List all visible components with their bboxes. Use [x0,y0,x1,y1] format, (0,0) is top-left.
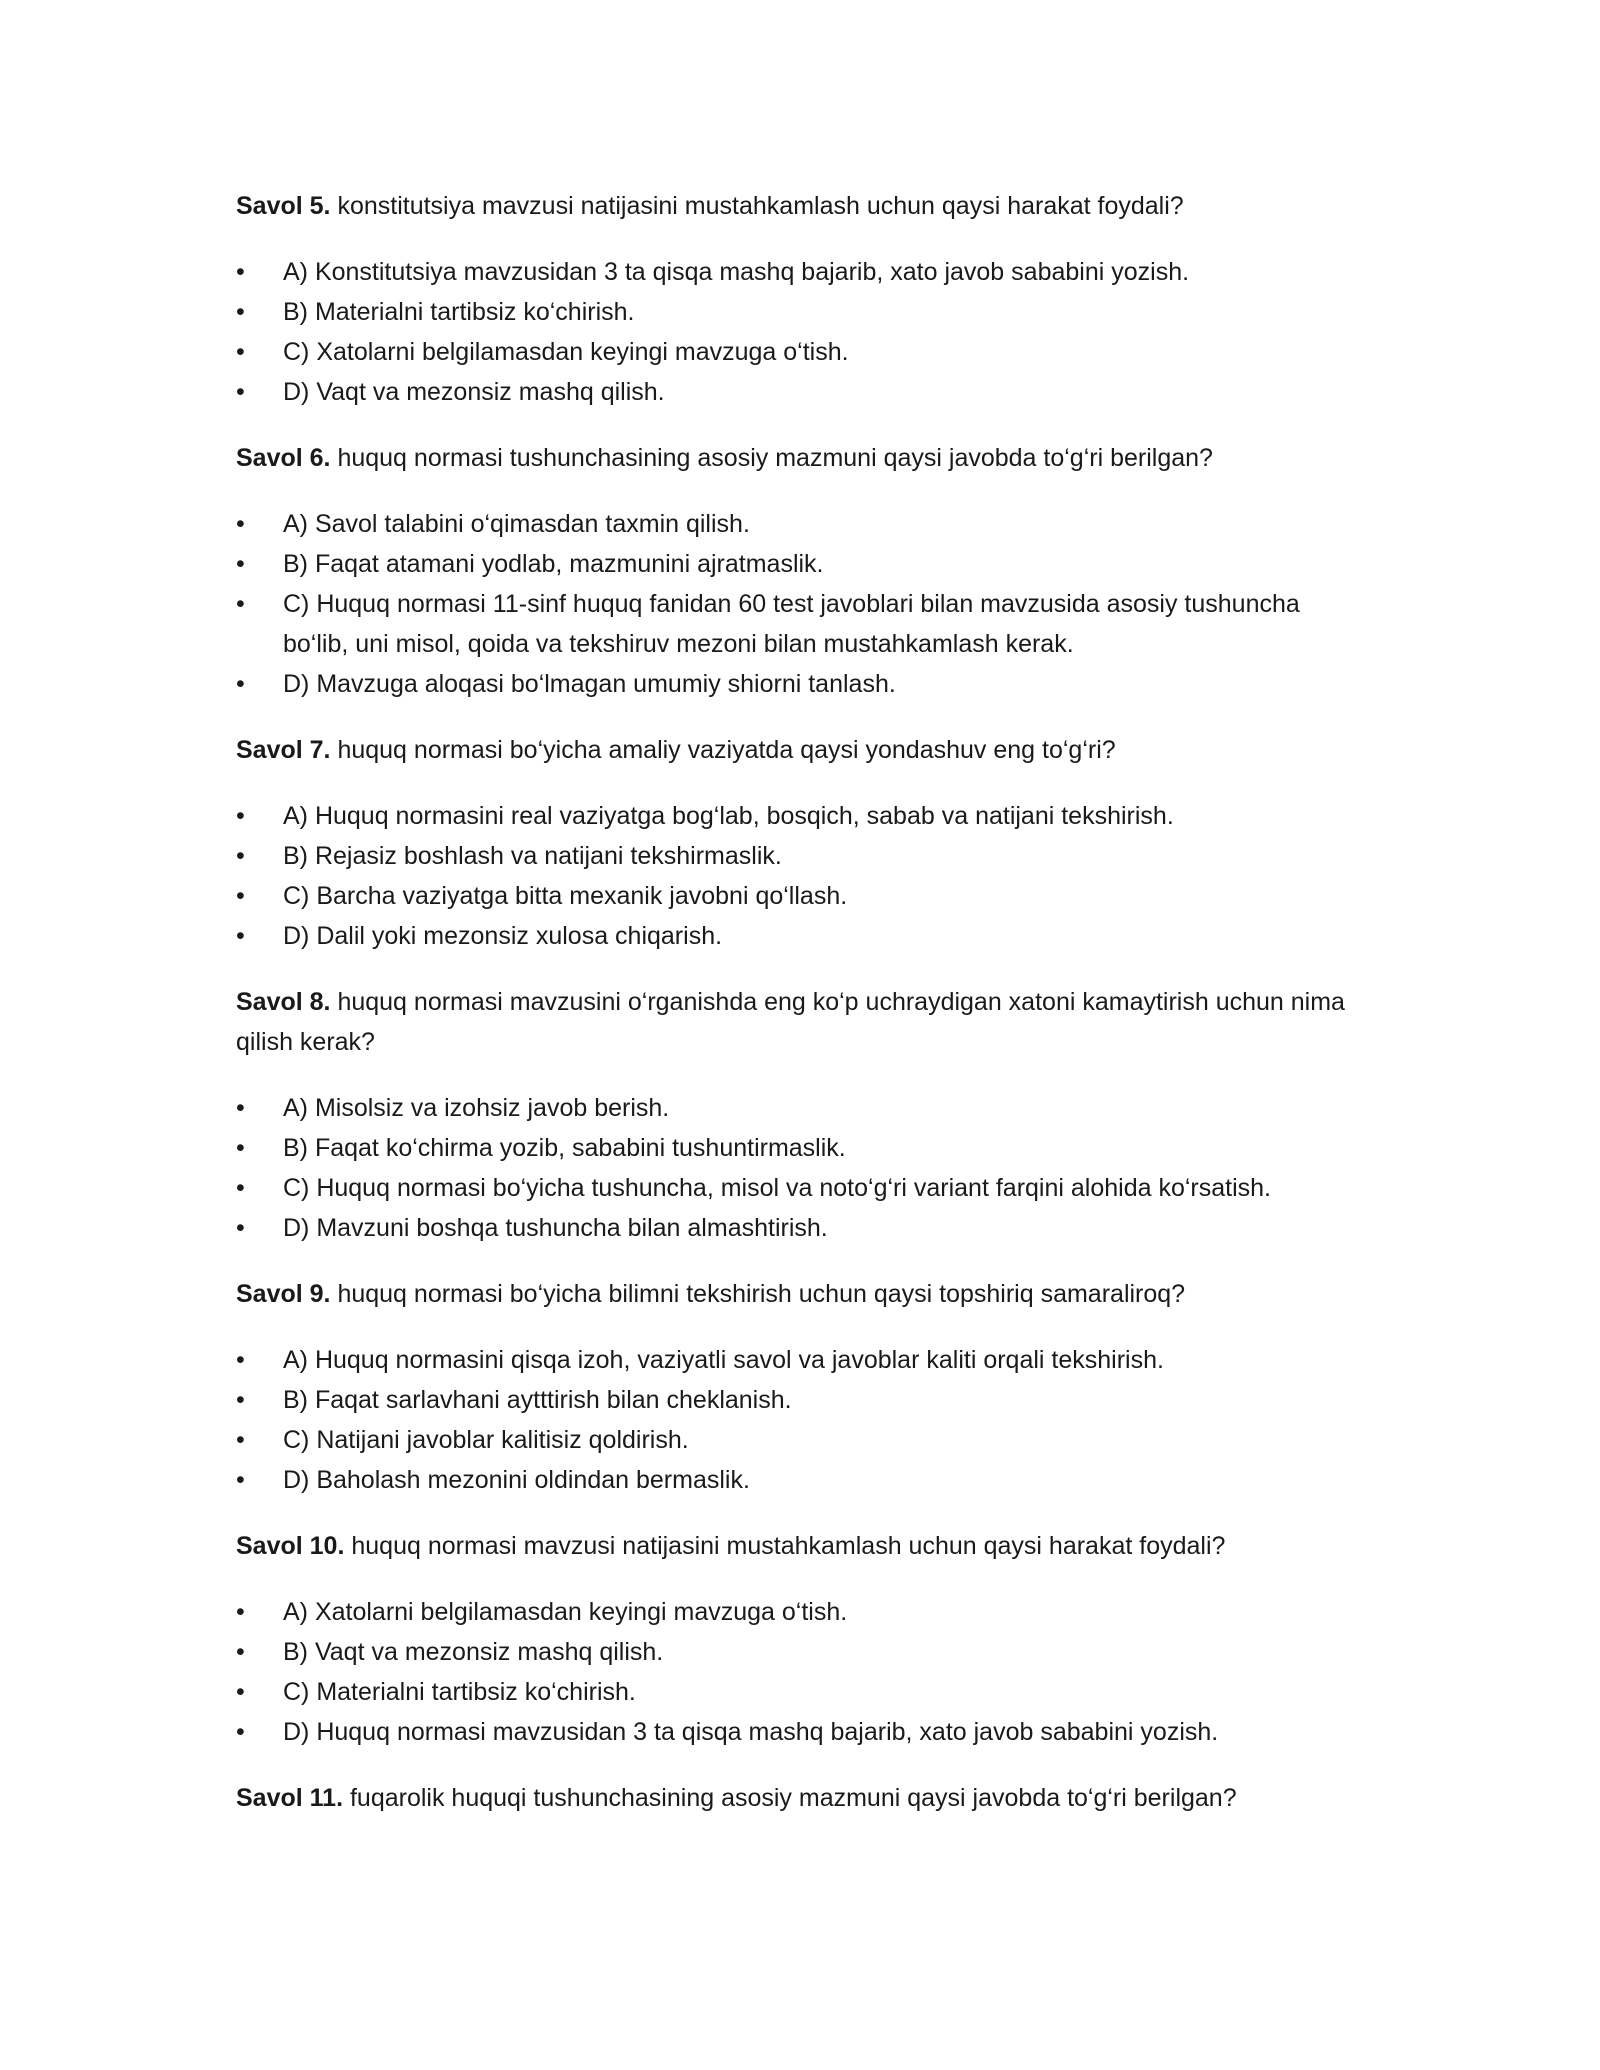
option-item [236,1168,1366,1208]
question-body: huquq normasi tushunchasining asosiy mazmuni qaysi javobda to‘g‘ri berilgan? [330,444,1213,472]
bullet-icon: • [236,1094,245,1122]
option-item [236,504,1366,544]
question-7 [236,730,1366,956]
option-item [236,1712,1366,1752]
document-page [236,186,1366,1844]
question-body: huquq normasi bo‘yicha bilimni tekshirish uchun qaysi topshiriq samaraliroq? [330,1280,1186,1308]
options-list [236,796,1366,956]
option-text: C) Huquq normasi 11-sinf huquq fanidan 60 test javoblari bilan mavzusida asosiy tushuncha bo‘lib, uni misol, qoida va tekshiruv mezoni bilan mustahkamlash kerak. [283,590,1300,658]
option-text: C) Huquq normasi bo‘yicha tushuncha, misol va noto‘g‘ri variant farqini alohida ko‘rsatish. [283,1174,1271,1202]
option-item [236,1088,1366,1128]
option-text: A) Misolsiz va izohsiz javob berish. [283,1094,670,1122]
question-body: huquq normasi bo‘yicha amaliy vaziyatda qaysi yondashuv eng to‘g‘ri? [330,736,1116,764]
question-text [236,438,1366,478]
option-text: D) Dalil yoki mezonsiz xulosa chiqarish. [283,922,723,950]
option-text: A) Konstitutsiya mavzusidan 3 ta qisqa mashq bajarib, xato javob sababini yozish. [283,258,1190,286]
question-text [236,1274,1366,1314]
option-text: B) Faqat sarlavhani aytttirish bilan cheklanish. [283,1386,792,1414]
option-item [236,372,1366,412]
question-text [236,1778,1366,1818]
option-text: D) Vaqt va mezonsiz mashq qilish. [283,378,665,406]
option-text: A) Huquq normasini qisqa izoh, vaziyatli savol va javoblar kaliti orqali tekshirish. [283,1346,1164,1374]
options-list [236,504,1366,704]
option-text: B) Faqat ko‘chirma yozib, sababini tushuntirmaslik. [283,1134,846,1162]
bullet-icon: • [236,670,245,698]
bullet-icon: • [236,1346,245,1374]
options-list [236,1340,1366,1500]
question-text [236,982,1366,1062]
option-item [236,252,1366,292]
bullet-icon: • [236,338,245,366]
bullet-icon: • [236,802,245,830]
option-item [236,544,1366,584]
question-label: Savol 10. [236,1532,345,1560]
option-item [236,1208,1366,1248]
question-body: huquq normasi mavzusini o‘rganishda eng ko‘p uchraydigan xatoni kamaytirish uchun nima qilish kerak? [236,988,1345,1056]
question-11 [236,1778,1366,1818]
question-label: Savol 9. [236,1280,331,1308]
bullet-icon: • [236,258,245,286]
option-item [236,332,1366,372]
bullet-icon: • [236,1638,245,1666]
option-text: A) Huquq normasini real vaziyatga bog‘lab, bosqich, sabab va natijani tekshirish. [283,802,1174,830]
option-text: D) Mavzuni boshqa tushuncha bilan almashtirish. [283,1214,828,1242]
bullet-icon: • [236,1718,245,1746]
option-item [236,1340,1366,1380]
bullet-icon: • [236,510,245,538]
question-label: Savol 5. [236,192,331,220]
option-text: C) Natijani javoblar kalitisiz qoldirish. [283,1426,689,1454]
option-item [236,836,1366,876]
bullet-icon: • [236,298,245,326]
bullet-icon: • [236,1598,245,1626]
question-label: Savol 8. [236,988,331,1016]
question-text [236,1526,1366,1566]
option-item [236,1420,1366,1460]
options-list [236,252,1366,412]
question-text [236,186,1366,226]
question-label: Savol 7. [236,736,331,764]
question-9 [236,1274,1366,1500]
question-6 [236,438,1366,704]
question-5 [236,186,1366,412]
question-label: Savol 11. [236,1784,344,1812]
option-text: C) Barcha vaziyatga bitta mexanik javobni qo‘llash. [283,882,848,910]
question-body: fuqarolik huquqi tushunchasining asosiy mazmuni qaysi javobda to‘g‘ri berilgan? [343,1784,1237,1812]
option-text: B) Vaqt va mezonsiz mashq qilish. [283,1638,664,1666]
option-item [236,664,1366,704]
bullet-icon: • [236,882,245,910]
bullet-icon: • [236,1386,245,1414]
option-item [236,1380,1366,1420]
option-item [236,1592,1366,1632]
bullet-icon: • [236,1214,245,1242]
option-text: B) Faqat atamani yodlab, mazmunini ajratmaslik. [283,550,824,578]
bullet-icon: • [236,922,245,950]
option-text: D) Huquq normasi mavzusidan 3 ta qisqa mashq bajarib, xato javob sababini yozish. [283,1718,1219,1746]
question-text [236,730,1366,770]
bullet-icon: • [236,1134,245,1162]
option-item [236,292,1366,332]
option-item [236,1632,1366,1672]
question-body: huquq normasi mavzusi natijasini mustahkamlash uchun qaysi harakat foydali? [344,1532,1226,1560]
option-text: A) Savol talabini o‘qimasdan taxmin qilish. [283,510,750,538]
bullet-icon: • [236,1426,245,1454]
bullet-icon: • [236,378,245,406]
bullet-icon: • [236,590,245,618]
question-8 [236,982,1366,1248]
option-text: B) Rejasiz boshlash va natijani tekshirmaslik. [283,842,782,870]
option-item [236,916,1366,956]
option-item [236,1460,1366,1500]
option-text: C) Materialni tartibsiz ko‘chirish. [283,1678,636,1706]
bullet-icon: • [236,1678,245,1706]
option-item [236,1128,1366,1168]
question-body: konstitutsiya mavzusi natijasini mustahkamlash uchun qaysi harakat foydali? [330,192,1184,220]
option-text: B) Materialni tartibsiz ko‘chirish. [283,298,635,326]
question-10 [236,1526,1366,1752]
options-list [236,1592,1366,1752]
option-item [236,584,1366,664]
option-text: A) Xatolarni belgilamasdan keyingi mavzuga o‘tish. [283,1598,848,1626]
option-text: D) Mavzuga aloqasi bo‘lmagan umumiy shiorni tanlash. [283,670,896,698]
bullet-icon: • [236,550,245,578]
option-item [236,796,1366,836]
bullet-icon: • [236,842,245,870]
options-list [236,1088,1366,1248]
option-text: D) Baholash mezonini oldindan bermaslik. [283,1466,750,1494]
option-item [236,876,1366,916]
option-text: C) Xatolarni belgilamasdan keyingi mavzuga o‘tish. [283,338,849,366]
bullet-icon: • [236,1174,245,1202]
bullet-icon: • [236,1466,245,1494]
option-item [236,1672,1366,1712]
question-label: Savol 6. [236,444,331,472]
